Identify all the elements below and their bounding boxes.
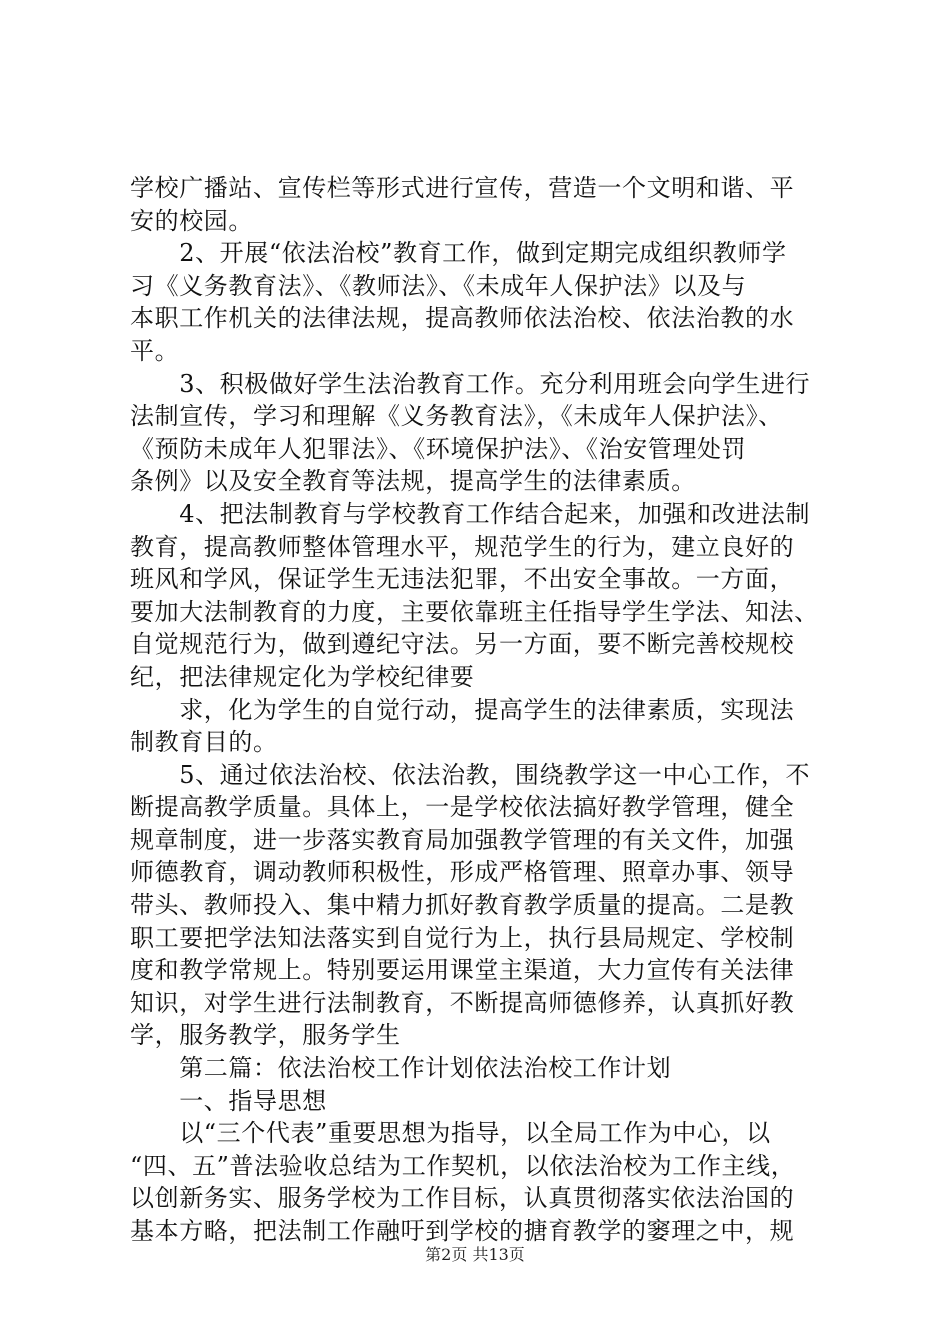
text-line: 习《义务教育法》、《教师法》、《未成年人保护法》以及与	[130, 271, 747, 300]
text-line: 以创新务实、服务学校为工作目标，认真贯彻落实依法治国的	[130, 1184, 795, 1213]
text-line: 以“三个代表”重要思想为指导，以全局工作为中心，以	[130, 1119, 771, 1148]
text-line: 规章制度，进一步落实教育局加强教学管理的有关文件，加强	[130, 825, 795, 854]
text-line: 要加大法制教育的力度，主要依靠班主任指导学生学法、知法、	[130, 597, 819, 626]
text-line: 纪，把法律规定化为学校纪律要	[130, 662, 475, 691]
text-line: 本职工作机关的法律法规，提高教师依法治校、依法治教的水	[130, 304, 795, 333]
text-line: 3、积极做好学生法治教育工作。充分利用班会向学生进行	[130, 369, 811, 398]
text-line: 《预防未成年人犯罪法》、《环境保护法》、《治安管理处罚	[130, 434, 747, 463]
page-footer: 第2页 共13页	[425, 1245, 525, 1264]
text-line: 职工要把学法知法落实到自觉行为上，执行县局规定、学校制	[130, 923, 795, 952]
text-line: 第二篇：依法治校工作计划依法治校工作计划	[130, 1054, 672, 1083]
document-body	[130, 172, 830, 1248]
text-line: 制教育目的。	[130, 728, 278, 757]
text-line: 断提高教学质量。具体上，一是学校依法搞好教学管理，健全	[130, 793, 795, 822]
text-line: 一、指导思想	[130, 1086, 327, 1115]
text-line: 学校广播站、宣传栏等形式进行宣传，营造一个文明和谐、平	[130, 174, 795, 202]
text-line: 求，化为学生的自觉行动，提高学生的法律素质，实现法	[130, 695, 795, 724]
text-line: 知识，对学生进行法制教育，不断提高师德修养，认真抓好教	[130, 988, 795, 1017]
text-line: 条例》以及安全教育等法规，提高学生的法律素质。	[130, 467, 696, 496]
text-line: 学，服务教学，服务学生	[130, 1021, 401, 1050]
text-line: 安的校园。	[130, 206, 253, 235]
text-line: “四、五”普法验收总结为工作契机，以依法治校为工作主线，	[130, 1151, 796, 1180]
text-line: 度和教学常规上。特别要运用课堂主渠道，大力宣传有关法律	[130, 956, 795, 985]
text-line: 师德教育，调动教师积极性，形成严格管理、照章办事、领导	[130, 858, 795, 887]
text-line: 班风和学风，保证学生无违法犯罪，不出安全事故。一方面，	[130, 565, 795, 594]
text-line: 法制宣传，学习和理解《义务教育法》，《未成年人保护法》、	[130, 402, 783, 431]
text-line: 平。	[130, 336, 180, 365]
text-line: 5、通过依法治校、依法治教，围绕教学这一中心工作，不	[130, 760, 811, 789]
text-line: 自觉规范行为，做到遵纪守法。另一方面，要不断完善校规校	[130, 630, 795, 659]
text-line: 教育，提高教师整体管理水平，规范学生的行为，建立良好的	[130, 532, 795, 561]
text-line: 2、开展“依法治校”教育工作，做到定期完成组织教师学	[130, 239, 787, 268]
text-line: 4、把法制教育与学校教育工作结合起来，加强和改进法制	[130, 499, 811, 528]
text-line: 基本方略，把法制工作融吁到学校的搪育教学的窭理之中，规	[130, 1217, 795, 1245]
text-line: 带头、教师投入、集中精力抓好教育教学质量的提高。二是教	[130, 891, 795, 920]
